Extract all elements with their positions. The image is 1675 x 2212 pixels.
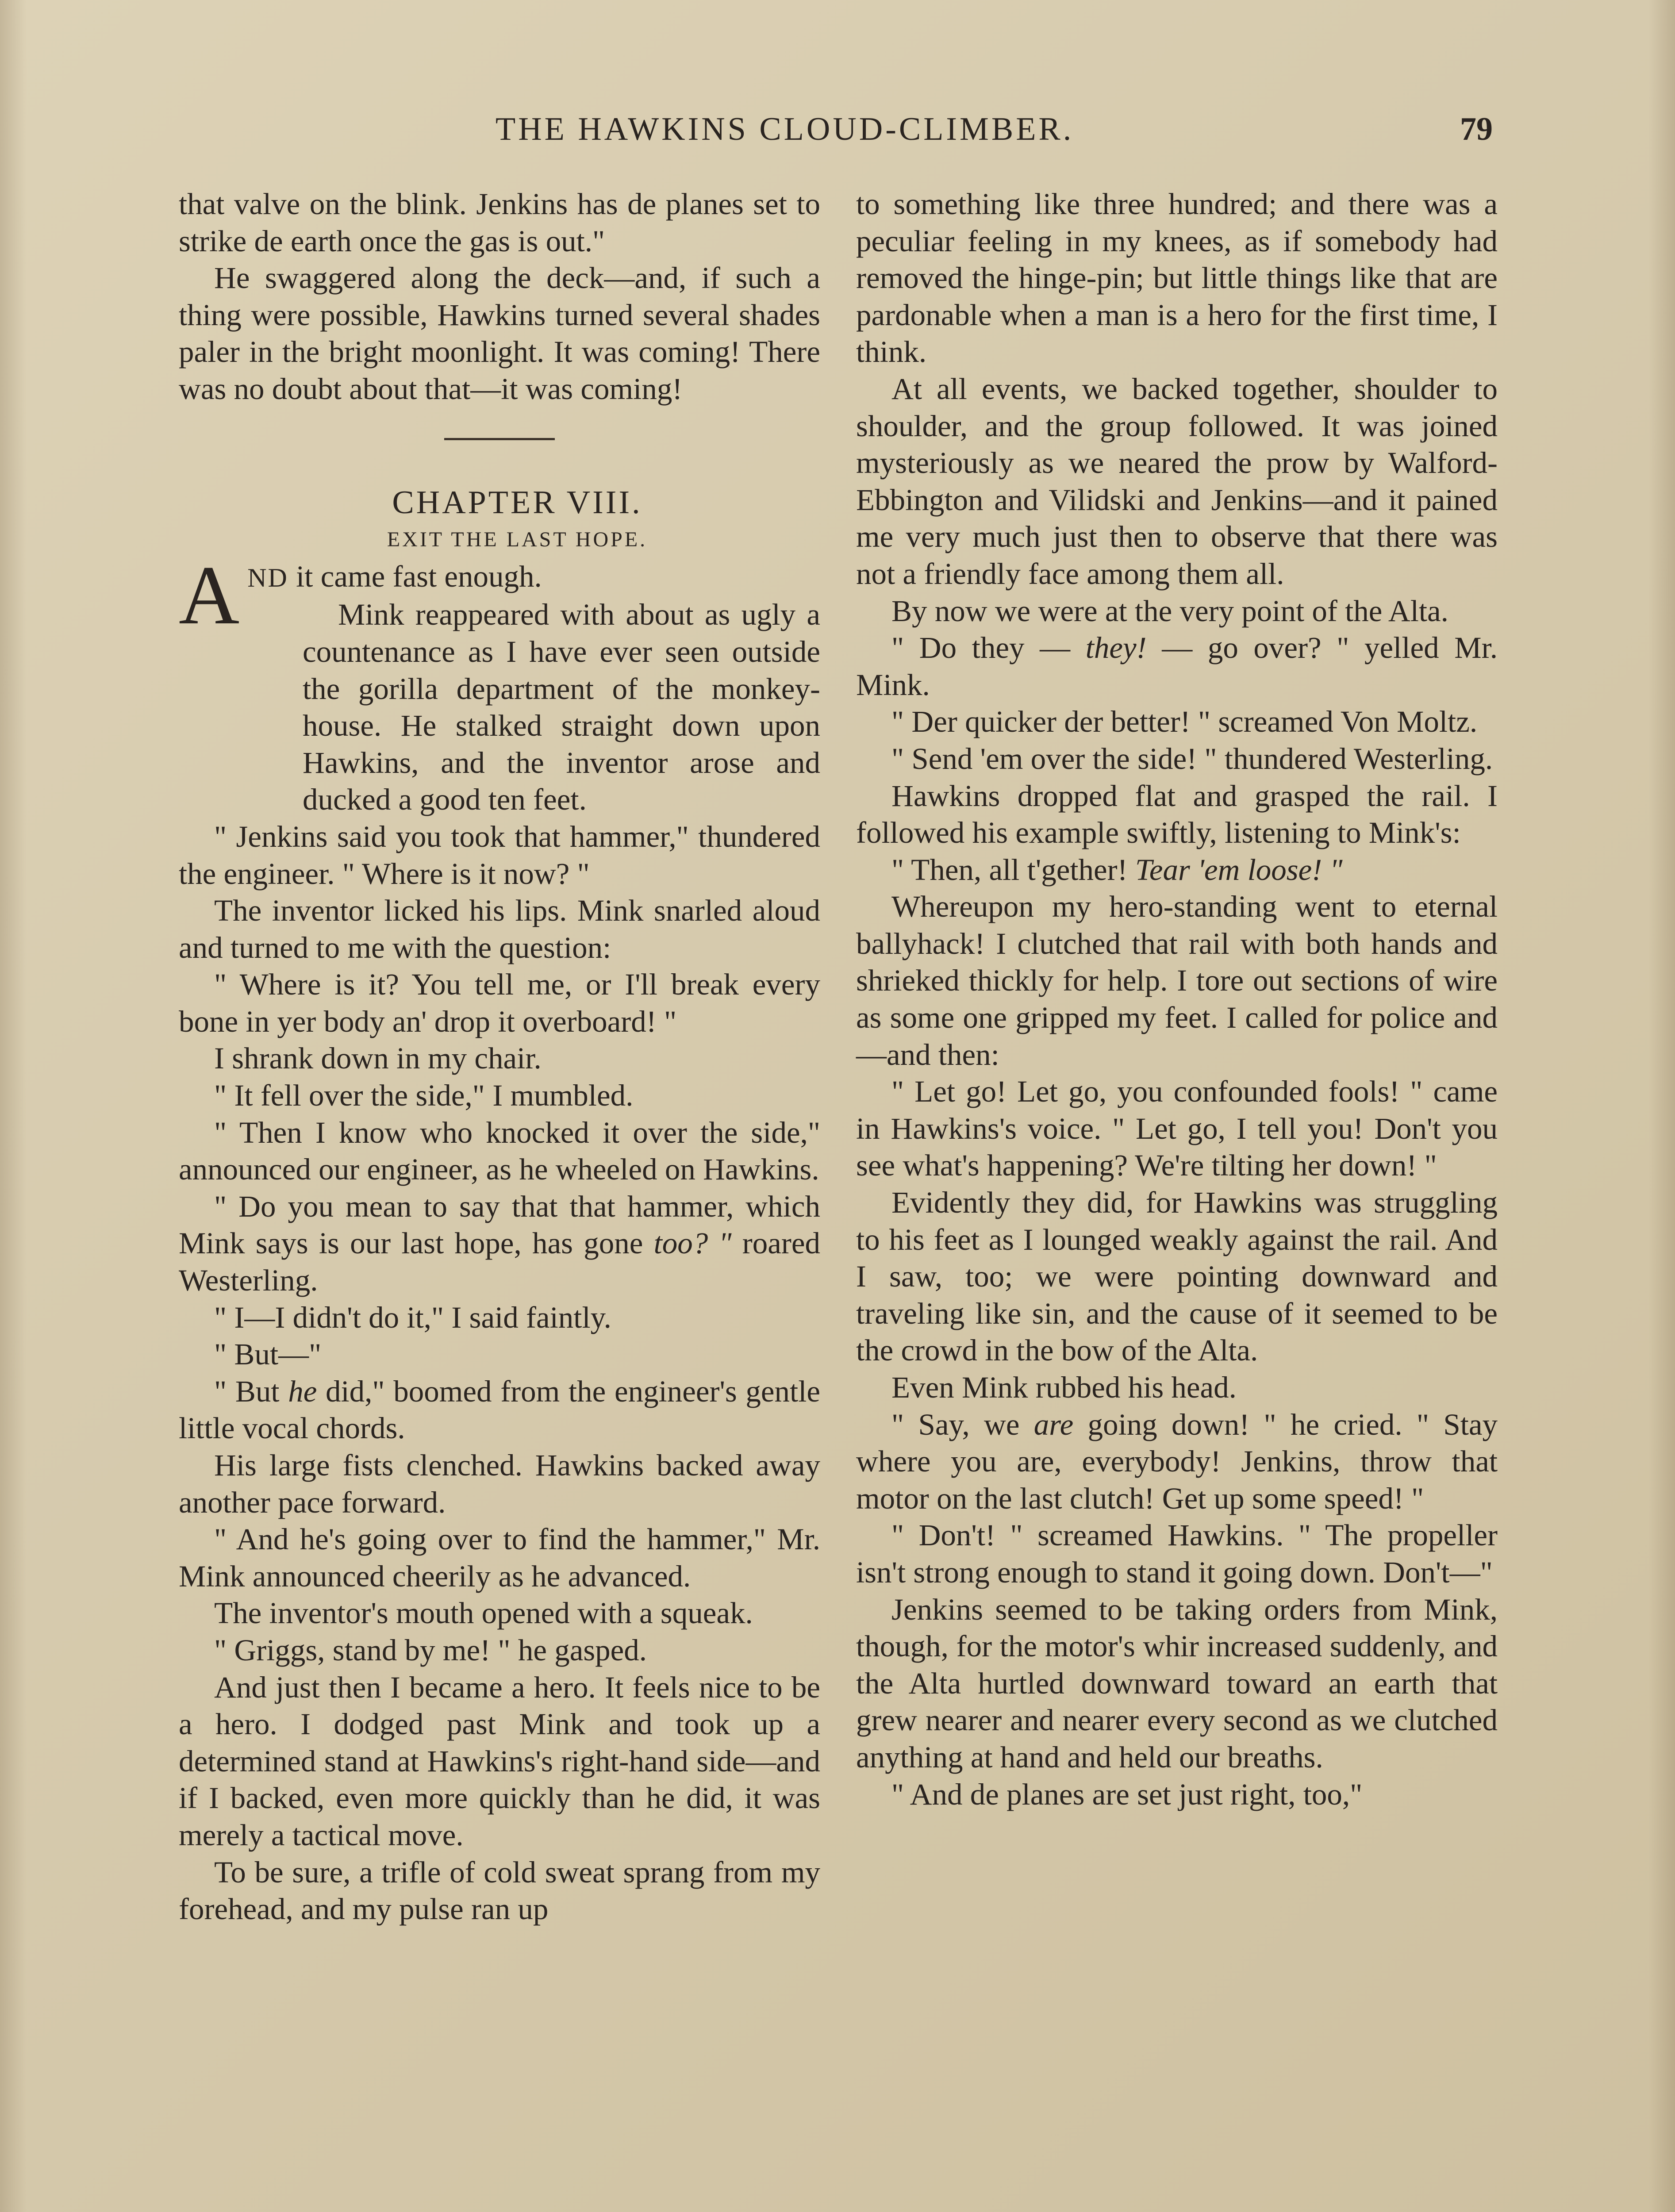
paragraph: The inventor licked his lips. Mink snarled aloud and turned to me with the question: bbox=[179, 894, 820, 964]
dialogue-tail: going down! " he cried. " Stay where you are, everybody! Jenkins, throw that motor on the last clutch! Get up some speed! " bbox=[856, 1407, 1498, 1515]
paragraph: Mink reappeared with about as ugly a countenance as I have ever seen outside the gorilla department of the monkey-house. He stalked straight down upon Hawkins, and the inventor arose and ducked a good ten feet. bbox=[303, 598, 820, 817]
paragraph: I shrank down in my chair. bbox=[214, 1041, 542, 1075]
paragraph: " And de planes are set just right, too," bbox=[891, 1777, 1363, 1811]
dialogue-text: " Do they — bbox=[891, 631, 1071, 665]
page-number: 79 bbox=[1460, 111, 1493, 147]
left-column bbox=[179, 186, 820, 1928]
paragraph: The inventor's mouth opened with a squeak. bbox=[214, 1596, 753, 1630]
paragraph: Evidently they did, for Hawkins was struggling to his feet as I lounged weakly against the rail. And I saw, too; we were pointing downward and traveling like sin, and the cause of it seemed to be the crowd in the bow of the Alta. bbox=[856, 1186, 1498, 1367]
dialogue-tail: roared Westerling. bbox=[179, 1226, 820, 1298]
paragraph: to something like three hundred; and there was a peculiar feeling in my knees, as if somebody had removed the hinge-pin; but little things like that are pardonable when a man is a hero for the first time, I think. bbox=[856, 187, 1498, 369]
right-column bbox=[856, 186, 1498, 1813]
paragraph bbox=[856, 852, 1498, 889]
paragraph: He swaggered along the deck—and, if such a thing were possible, Hawkins turned several shades paler in the bright moonlight. It was coming! There was no doubt about that—it was coming! bbox=[179, 261, 820, 406]
paragraph: Jenkins seemed to be taking orders from Mink, though, for the motor's whir increased suddenly, and the Alta hurtled downward toward an earth that grew nearer and nearer every second as we clutched anything at hand and held our breaths. bbox=[856, 1592, 1498, 1774]
paragraph: that valve on the blink. Jenkins has de planes set to strike de earth once the gas is out." bbox=[179, 187, 820, 258]
paragraph: " I—I didn't do it," I said faintly. bbox=[214, 1300, 611, 1334]
paragraph: " Jenkins said you took that hammer," thundered the engineer. " Where is it now? " bbox=[179, 819, 820, 891]
dialogue-text: " Then, all t'gether! bbox=[891, 853, 1128, 887]
paragraph: To be sure, a trifle of cold sweat sprang from my forehead, and my pulse ran up bbox=[179, 1855, 820, 1926]
paragraph: " Then I know who knocked it over the side," announced our engineer, as he wheeled on Hawkins. bbox=[179, 1115, 820, 1187]
paragraph: " Don't! " screamed Hawkins. " The propeller isn't strong enough to stand it going down. Don't—" bbox=[856, 1518, 1498, 1589]
paragraph: And just then I became a hero. It feels nice to be a hero. I dodged past Mink and took up a determined stand at Hawkins's right-hand side—and if I backed, even more quickly than he did, it was merely a tactical move. bbox=[179, 1670, 820, 1852]
paragraph bbox=[179, 1373, 820, 1447]
chapter-subtitle: EXIT THE LAST HOPE. bbox=[387, 528, 648, 552]
paragraph: " And he's going over to find the hammer," Mr. Mink announced cheerily as he advanced. bbox=[179, 1522, 820, 1593]
dialogue-tail: — go over? " yelled Mr. Mink. bbox=[856, 631, 1498, 702]
paragraph: At all events, we backed together, shoulder to shoulder, and the group followed. It was joined mysteriously as we neared the prow by Walford-Ebbington and Vilidski and Jenkins—and it pained me very much just then to observe that there was not a friendly face among them all. bbox=[856, 372, 1498, 591]
dialogue-text: " Do you mean to say that that hammer, which Mink says is our last hope, has gone bbox=[179, 1189, 820, 1260]
dialogue-text: " But bbox=[214, 1374, 280, 1408]
section-break-rule bbox=[444, 438, 555, 440]
chapter-heading: CHAPTER VIII. bbox=[392, 484, 642, 521]
italic-text: he bbox=[288, 1374, 317, 1408]
opening-smallcaps: ND bbox=[247, 563, 288, 592]
paragraph: " But—" bbox=[214, 1337, 322, 1371]
paragraph: Even Mink rubbed his head. bbox=[891, 1371, 1237, 1404]
paragraph bbox=[856, 630, 1498, 703]
dialogue-text: " Say, we bbox=[891, 1407, 1020, 1441]
paragraph: " Send 'em over the side! " thundered Westerling. bbox=[891, 741, 1493, 776]
italic-text: too? " bbox=[653, 1226, 732, 1260]
paragraph: By now we were at the very point of the Alta. bbox=[891, 594, 1448, 628]
paragraph: " Where is it? You tell me, or I'll break every bone in yer body an' drop it overboard! " bbox=[179, 968, 820, 1038]
paragraph bbox=[856, 1406, 1498, 1517]
paragraph bbox=[179, 1188, 820, 1299]
italic-text: Tear 'em loose! " bbox=[1135, 853, 1343, 887]
running-title: THE HAWKINS CLOUD-CLIMBER. bbox=[496, 111, 1074, 147]
page-edge-shadow-left bbox=[0, 0, 27, 2212]
paragraph: Hawkins dropped flat and grasped the rail. I followed his example swiftly, listening to Mink's: bbox=[856, 779, 1498, 850]
drop-cap: A bbox=[179, 549, 240, 642]
running-head bbox=[0, 111, 1675, 159]
opening-text: it came fast enough. bbox=[288, 559, 542, 593]
paragraph: " It fell over the side," I mumbled. bbox=[214, 1079, 634, 1113]
paragraph: " Der quicker der better! " screamed Von Moltz. bbox=[891, 705, 1478, 739]
page-edge-shadow-right bbox=[1648, 0, 1675, 2212]
paragraph: " Let go! Let go, you confounded fools! " came in Hawkins's voice. " Let go, I tell you! Don't you see what's happening? We're tilting her down! " bbox=[856, 1075, 1498, 1183]
paragraph: " Griggs, stand by me! " he gasped. bbox=[214, 1633, 647, 1667]
chapter-opening-paragraph bbox=[179, 549, 820, 642]
paragraph: His large fists clenched. Hawkins backed away another pace forward. bbox=[179, 1448, 820, 1519]
italic-text: are bbox=[1033, 1407, 1074, 1441]
italic-text: they! bbox=[1085, 631, 1147, 665]
paragraph: Whereupon my hero-standing went to eternal ballyhack! I clutched that rail with both hands and shrieked thickly for help. I tore out sections of wire as some one gripped my feet. I called for police and—and then: bbox=[856, 890, 1498, 1071]
dialogue-tail: did," boomed from the engineer's gentle little vocal chords. bbox=[179, 1374, 821, 1445]
